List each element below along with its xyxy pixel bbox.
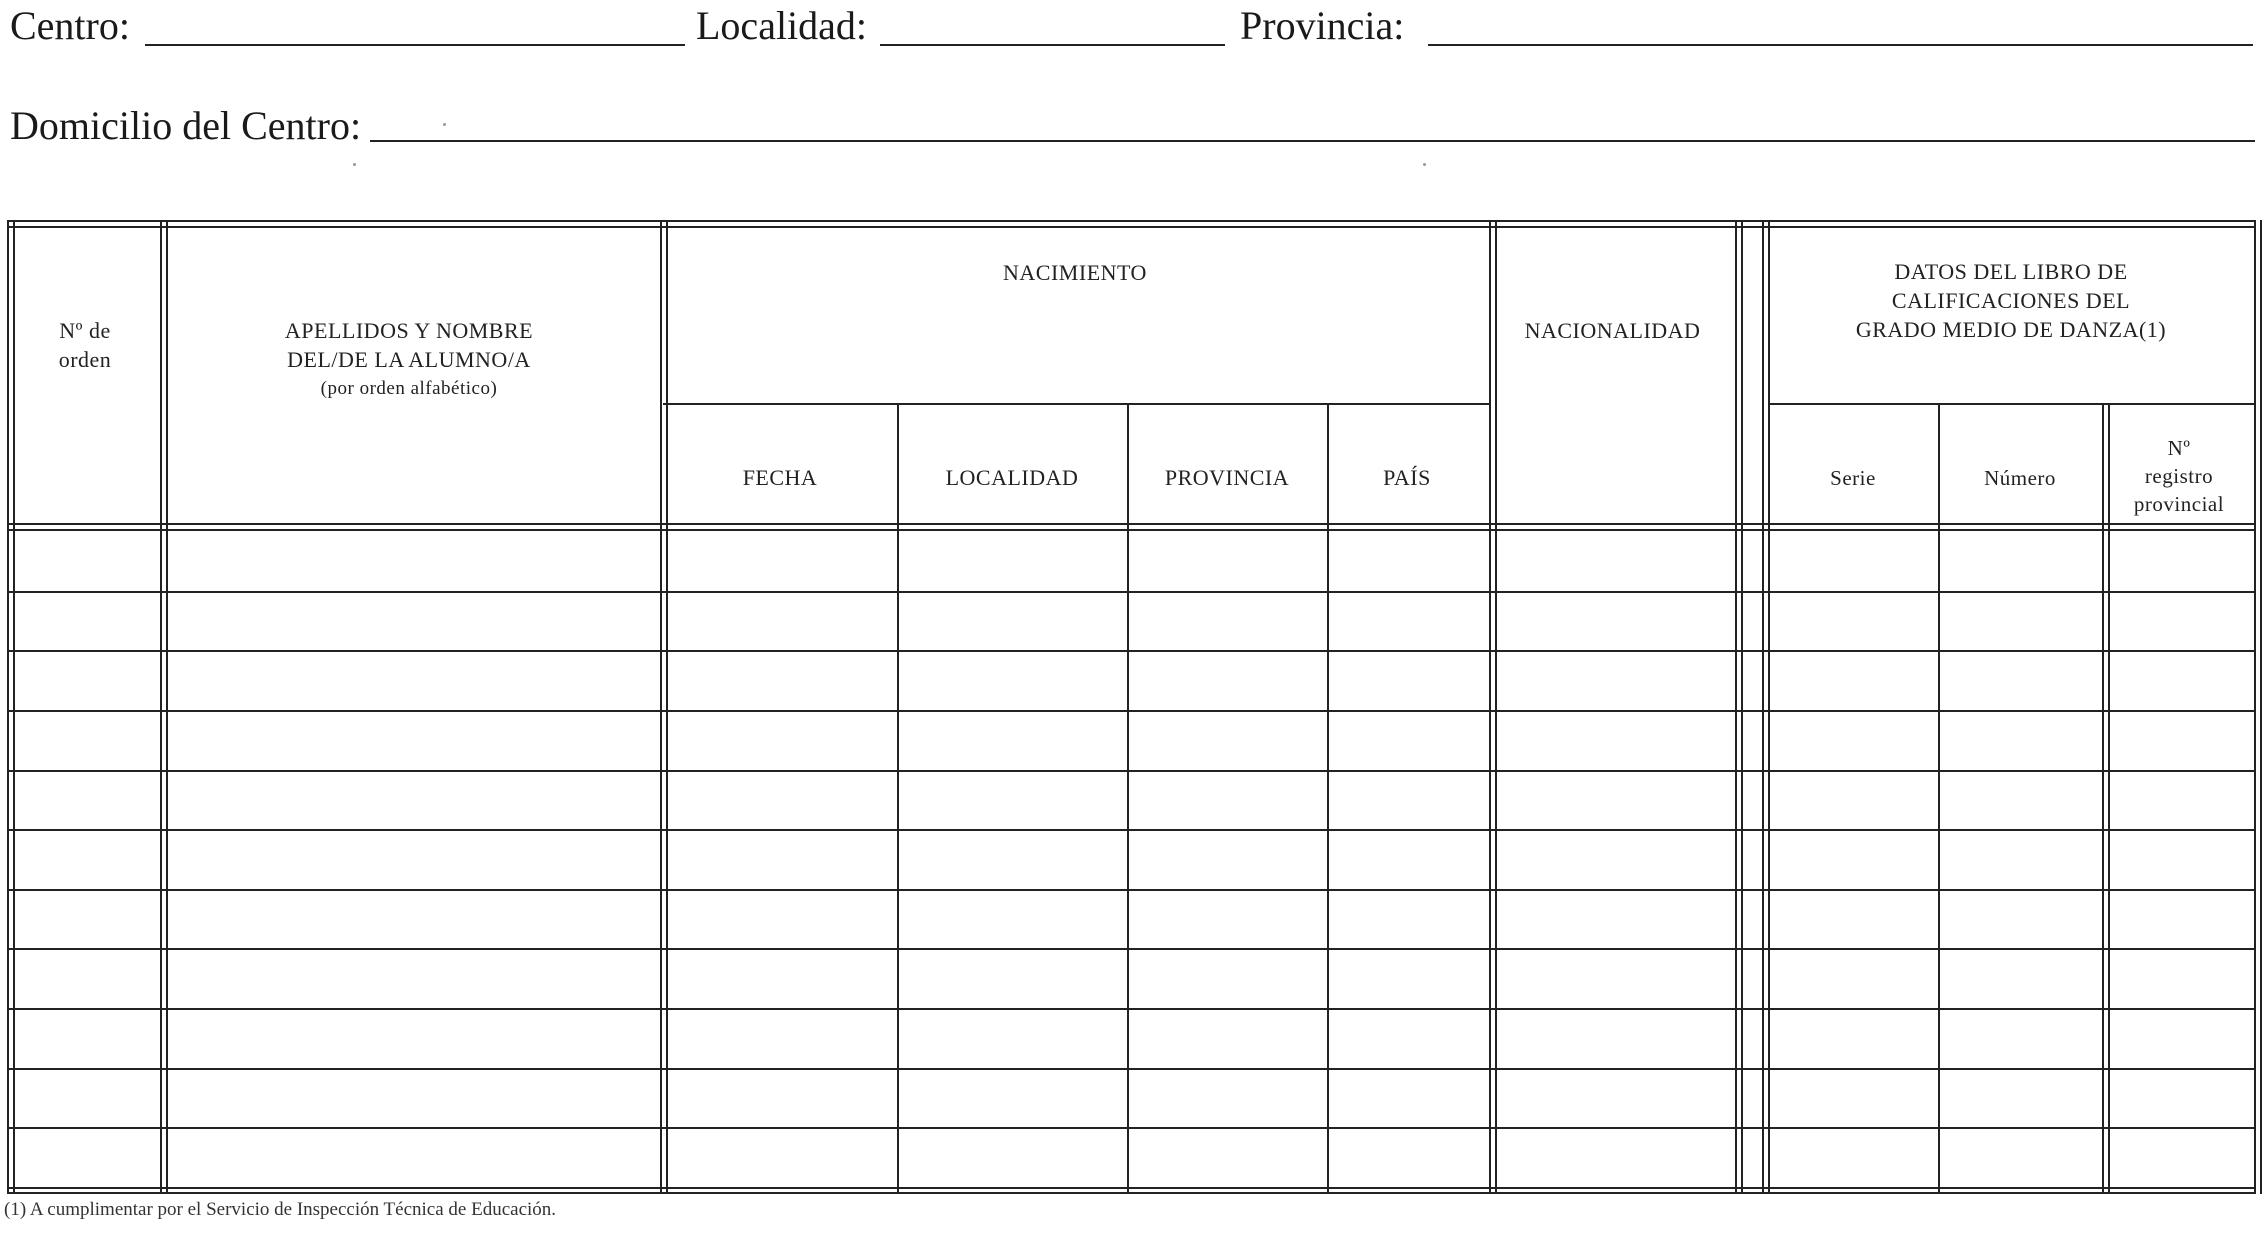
centro-label: Centro: [10,3,130,48]
table-row[interactable] [7,948,2256,1008]
header-fecha: FECHA [742,465,818,490]
table-row[interactable] [7,770,2256,830]
header-registro [2104,434,2254,518]
header-nacionalidad: NACIONALIDAD [1524,318,1701,343]
table-row[interactable] [7,650,2256,710]
table-top-border [7,220,2256,222]
header-nacimiento: NACIMIENTO [1003,260,1147,285]
table-row[interactable] [7,1127,2256,1187]
header-registro-line3: provincial [2133,492,2225,516]
header-orden-line2: orden [58,347,112,372]
table-bottom-border [7,1192,2256,1194]
column-rule [2260,220,2262,1194]
scan-speck [1423,163,1426,166]
header-nombre-line2: DEL/DE LA ALUMNO/A [287,347,531,372]
header-libro [1768,257,2254,344]
header-nombre-line3: (por orden alfabético) [320,378,498,399]
nacimiento-split-rule [663,403,1489,405]
table-bottom-border [7,1187,2256,1189]
header-orden [10,316,160,374]
provincia-field[interactable] [1428,44,2253,46]
header-numero: Número [1984,466,2056,490]
table-row[interactable] [7,531,2256,591]
table-row[interactable] [7,889,2256,949]
scan-speck [353,163,356,166]
libro-split-rule [1768,403,2256,405]
centro-field[interactable] [145,44,685,46]
table-row[interactable] [7,1068,2256,1128]
header-nombre-line1: APELLIDOS Y NOMBRE [284,318,534,343]
table-row[interactable] [7,829,2256,889]
header-orden-line1: Nº de [59,318,111,343]
table-row[interactable] [7,591,2256,651]
header-nombre [164,316,654,403]
header-libro-line2: CALIFICACIONES DEL [1891,288,2131,313]
header-libro-line3: GRADO MEDIO DE DANZA(1) [1855,317,2167,342]
table-top-border [7,226,2256,228]
table-row[interactable] [7,710,2256,770]
footnote: (1) A cumplimentar por el Servicio de Inspección Técnica de Educación. [4,1199,557,1220]
header-libro-line1: DATOS DEL LIBRO DE [1894,259,2128,284]
scan-speck [443,123,446,126]
header-serie: Serie [1830,466,1876,490]
domicilio-label: Domicilio del Centro: [10,103,362,148]
localidad-field[interactable] [880,44,1225,46]
domicilio-field[interactable] [370,140,2255,142]
header-registro-line2: registro [2144,464,2214,488]
header-pais: PAÍS [1383,465,1431,490]
header-localidad: LOCALIDAD [945,465,1079,490]
header-bottom-rule [7,523,2256,525]
table-row[interactable] [7,1008,2256,1068]
header-registro-line1: Nº [2167,436,2191,460]
provincia-label: Provincia: [1240,3,1405,48]
header-provincia: PROVINCIA [1164,465,1290,490]
localidad-label: Localidad: [696,3,868,48]
